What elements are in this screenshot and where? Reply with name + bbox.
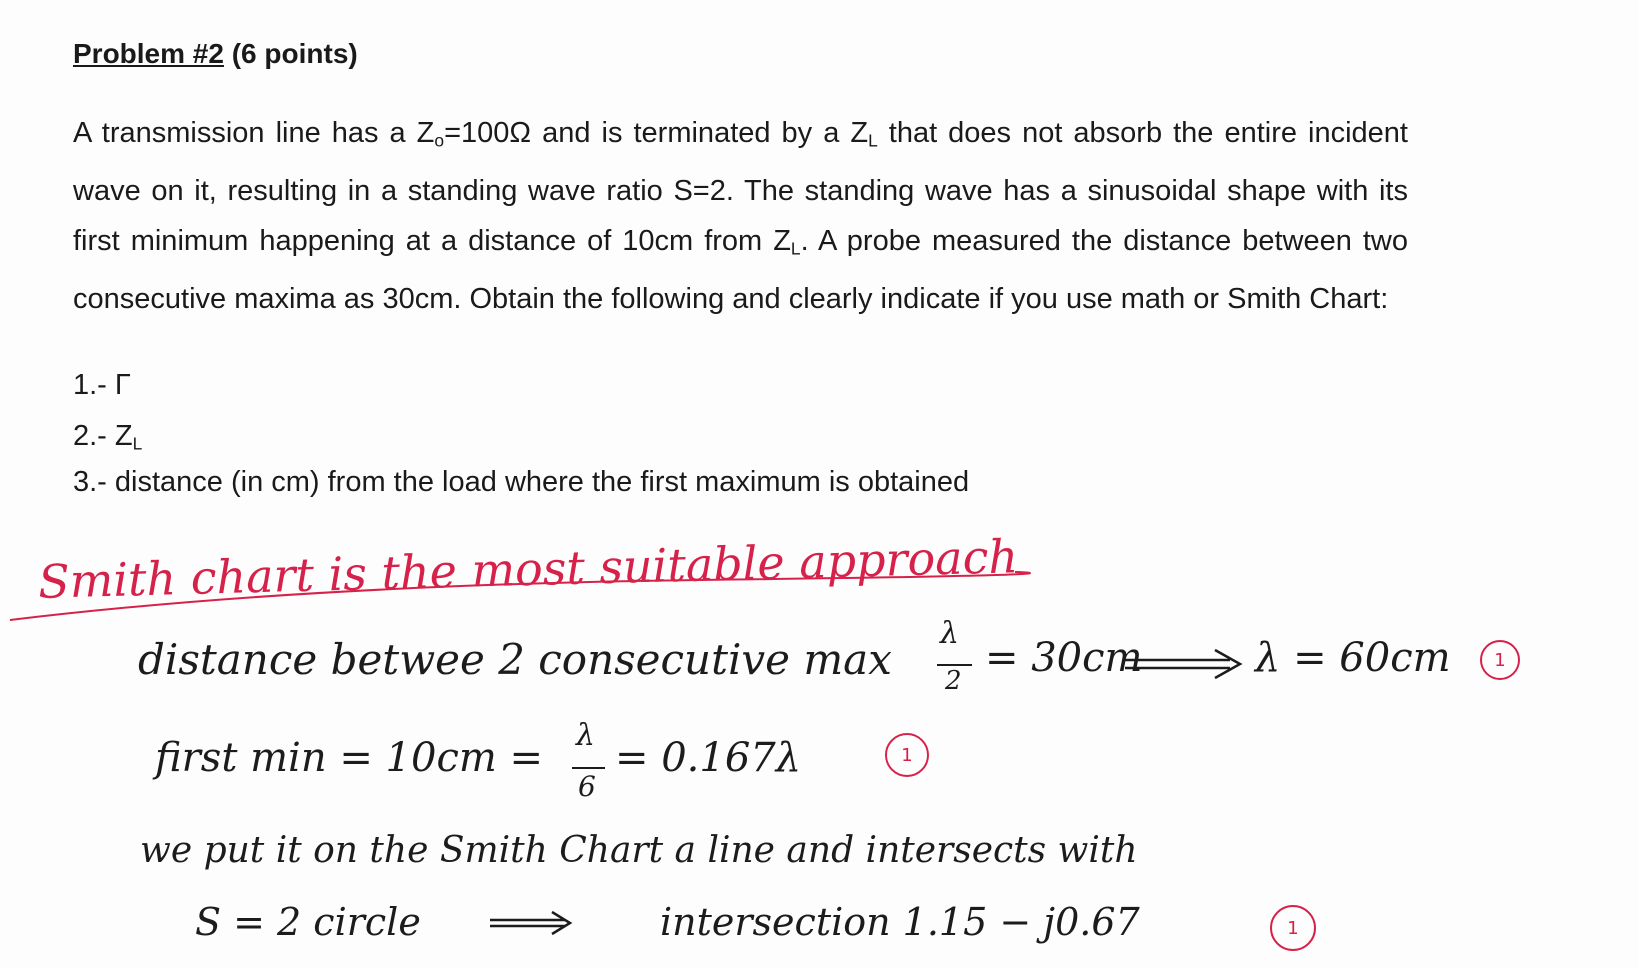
problem-number: Problem #2 <box>73 38 224 69</box>
handwritten-approach-note: Smith chart is the most suitable approach <box>37 529 1019 609</box>
statement-text-4: . A probe measured the distance between two consecutive maxima as 30cm. Obtain the following and clearly indicate if you use math or Smith Chart: <box>73 225 1408 316</box>
score-mark-3: 1 <box>1270 905 1316 951</box>
fraction-2-denominator: 6 <box>578 770 596 803</box>
handwritten-line-1c: λ = 60cm <box>1255 635 1451 681</box>
handwritten-line-4a: S = 2 circle <box>195 900 421 944</box>
statement-text-1: A transmission line has a Z <box>73 117 435 149</box>
statement-text-3: that does not absorb the entire incident wave on it, resulting in a standing wave ratio S=2. The standing wave has a sinusoidal shape with its first minimum happening at a distance of 10cm from Z <box>73 117 1408 258</box>
handwritten-line-4b: intersection 1.15 − j0.67 <box>660 900 1140 944</box>
item-2-sub: L <box>132 433 143 454</box>
fraction-1-numerator: λ <box>940 616 960 651</box>
statement-sub-3: L <box>790 238 801 259</box>
statement-text-2: =100Ω and is terminated by a Z <box>444 117 869 149</box>
score-mark-1: 1 <box>1480 640 1520 680</box>
item-2-prefix: 2.- Z <box>73 420 133 452</box>
question-item-1: 1.- Γ <box>73 369 131 401</box>
arrow-2 <box>490 912 570 934</box>
fraction-2-numerator: λ <box>576 718 596 753</box>
handwritten-line-1b: = 30cm <box>985 635 1143 681</box>
handwritten-line-1a: distance betwee 2 consecutive max <box>138 635 892 684</box>
statement-sub-2: L <box>868 130 878 151</box>
question-item-3: 3.- distance (in cm) from the load where the first maximum is obtained <box>73 466 970 498</box>
handwritten-line-2a: first min = 10cm = <box>155 735 544 781</box>
score-mark-2: 1 <box>885 733 929 777</box>
statement-sub-1: o <box>434 130 445 151</box>
handwritten-line-3: we put it on the Smith Chart a line and intersects with <box>140 830 1138 871</box>
handwritten-line-2b: = 0.167λ <box>615 735 802 781</box>
problem-points: (6 points) <box>231 38 358 69</box>
fraction-1-denominator: 2 <box>945 666 962 696</box>
